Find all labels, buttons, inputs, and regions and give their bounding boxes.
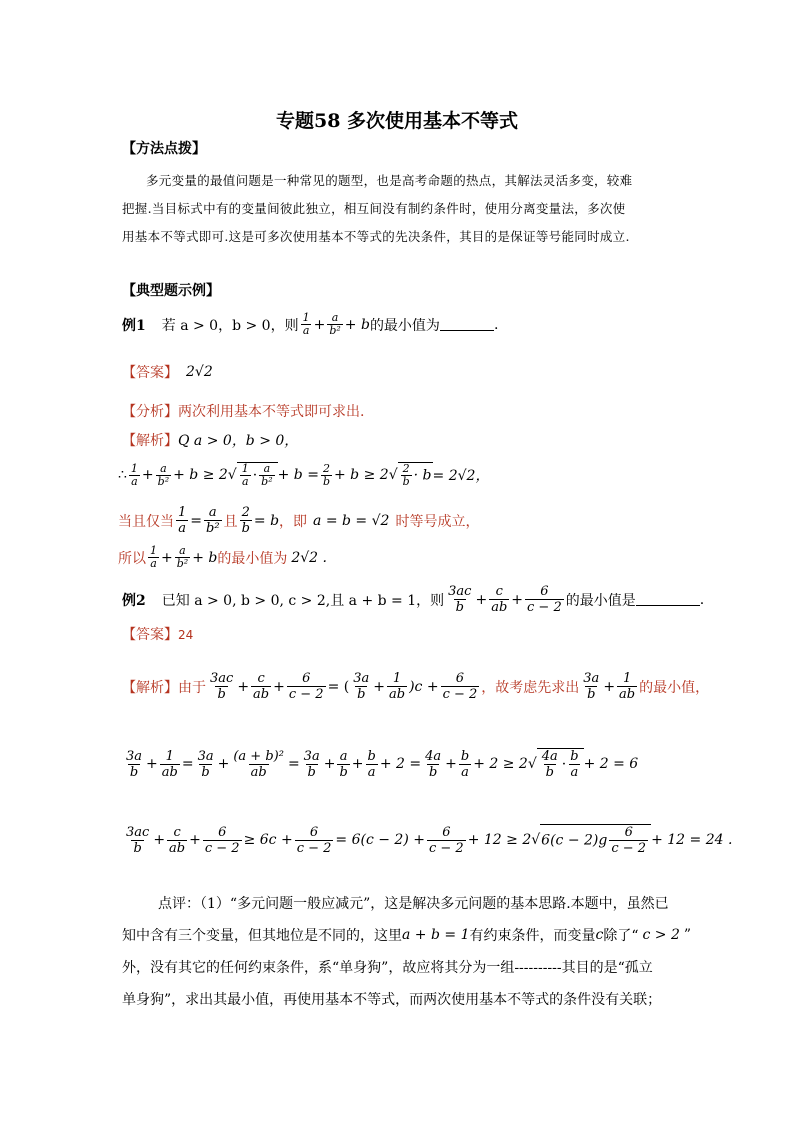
- solution-text: ，故考虑先求出: [481, 679, 580, 696]
- solution-text: 且: [223, 513, 238, 530]
- solution-text: ，即: [279, 513, 308, 530]
- comment-text: 知中含有三个变量，但其地位是不同的，这里: [122, 928, 402, 944]
- answer-value: 2√2: [186, 364, 213, 380]
- method-line-3: 用基本不等式即可.这是可多次使用基本不等式的先决条件，其目的是保证等号能同时成立.: [122, 229, 630, 244]
- answer-tag: 【答案】: [122, 627, 178, 643]
- answer-blank: [636, 593, 700, 606]
- comment-line-3: 外，没有其它的任何约束条件，系“单身狗”，故应将其分为一组----------其目的是“孤立: [122, 960, 653, 976]
- answer-value: 24: [178, 628, 194, 642]
- example-1-answer: [122, 362, 213, 382]
- comment-text: ”: [683, 927, 692, 943]
- method-line-1: 多元变量的最值问题是一种常见的题型，也是高考命题的热点，其解法灵活多变，较难: [146, 173, 633, 188]
- fraction: $\frac{a}{\text{b²}}$: [329, 311, 341, 337]
- example-2-answer: [122, 624, 193, 644]
- solution-tag: 【解析】: [122, 679, 178, 696]
- example-2-question: 例2 已知 a > 0, b > 0, c > 2,且 a + b = 1，则 $\frac{3ac}{b}$ + $\frac{c}{ab}$ + $\frac{6}{c - 2}$ 的最小值是 .: [122, 584, 705, 615]
- solution-text: 的最小值，: [639, 679, 710, 696]
- fraction: $\frac{1}{a}$: [302, 311, 310, 337]
- solution-line-4: 所以 $\frac{1}{a}$ + $\frac{a}{\text{b²}}$ + b 的最小值为 2√2 .: [118, 544, 327, 570]
- method-line-2: 把握.当目标式中有的变量间彼此独立，相互间没有制约条件时，使用分离变量法，多次使: [122, 201, 626, 216]
- solution-text: 时等号成立，: [395, 513, 480, 530]
- solution-tag: 【解析】: [122, 433, 178, 449]
- solution-formula-1: ∴ $\frac{1}{a}$ + $\frac{a}{\text{b²}}$ + b ≥ 2 √ $\frac{1}{a}$ · $\frac{a}{\text{b²}}$ + b = $\frac{2}{b}$ + b ≥ 2 √ $\frac{2}{b}$ · b = 2√2，: [118, 461, 490, 488]
- solution-text: 的最小值为: [217, 550, 288, 567]
- example-1-question: 例1 若 a > 0，b > 0，则 $\frac{1}{a}$ + $\frac{a}{\text{b²}}$ + b 的最小值为 .: [122, 311, 499, 337]
- answer-tag: 【答案】: [122, 365, 178, 381]
- comment-line-1: 点评：（1）“多元问题一般应减元”，这是解决多元问题的基本思路.本题中，虽然已: [158, 896, 669, 912]
- comment-line-4: 单身狗”，求出其最小值，再使用基本不等式，而两次使用基本不等式的条件没有关联；: [122, 992, 662, 1008]
- analysis-text: 两次利用基本不等式即可求出.: [178, 404, 365, 420]
- solution-text: 当且仅当: [118, 513, 174, 530]
- solution-text: 由于: [178, 679, 206, 696]
- example-2-tail: 的最小值是: [565, 592, 636, 609]
- page-title: 专题58 多次使用基本不等式: [275, 110, 519, 132]
- comment-text: 除了“: [603, 928, 639, 944]
- example-1-solution: [122, 430, 298, 450]
- answer-blank: [440, 318, 494, 331]
- example-1-label: 例1: [122, 317, 146, 334]
- example-2-condition: 已知 a > 0, b > 0, c > 2,且 a + b = 1，则: [161, 592, 445, 609]
- solution-line-3: 当且仅当 $\frac{1}{a}$ = $\frac{a}{\text{b²}}$ 且 $\frac{2}{b}$ = b ，即 a = b = √2 时等号成立，: [118, 505, 480, 536]
- solution-line-1: Q a > 0，b > 0，: [178, 433, 299, 449]
- example-2-solution-line-2: $\frac{3a}{b}$ + $\frac{1}{ab}$ = $\frac{3a}{b}$ + $\frac{\text{(a + b)²}}{ab}$ = $\frac{3a}{b}$ + $\frac{a}{b}$ + $\frac{b}{a}$ + 2 = $\frac{4a}{b}$ + $\frac{b}{a}$ + 2 ≥ 2 √ $\frac{4a}{b}$ · $\frac{b}{a}$ + 2 = 6: [126, 748, 639, 780]
- solution-text: 所以: [118, 550, 146, 567]
- analysis-tag: 【分析】: [122, 404, 178, 420]
- example-2-solution-line-3: $\frac{3ac}{b}$ + $\frac{c}{ab}$ + $\frac{6}{c - 2}$ ≥ 6c + $\frac{6}{c - 2}$ = 6(c − 2) + $\frac{6}{c - 2}$ + 12 ≥ 2 √ 6(c − 2)g $\frac{6}{c - 2}$ + 12 = 24 .: [126, 824, 733, 856]
- example-2-solution-line-1: 【解析】 由于 $\frac{3ac}{b}$ + $\frac{c}{ab}$ + $\frac{6}{c - 2}$ = ( $\frac{3a}{b}$ + $\frac{1}{ab}$ )c + $\frac{6}{c - 2}$ ，故考虑先求出 $\frac{3a}{b}$ + $\frac{1}{ab}$ 的最小值，: [122, 671, 710, 702]
- section-examples-heading: 【典型题示例】: [122, 283, 220, 299]
- example-1-analysis: [122, 401, 364, 421]
- example-2-label: 例2: [122, 592, 146, 609]
- example-1-tail: 的最小值为: [369, 317, 440, 334]
- comment-text: 有约束条件，而变量: [469, 928, 596, 944]
- section-method-heading: 【方法点拨】: [122, 141, 206, 157]
- example-1-condition: 若 a > 0，b > 0，则: [161, 317, 299, 334]
- comment-line-2: 知中含有三个变量，但其地位是不同的，这里 a + b = 1 有约束条件，而变量 c 除了“ c > 2 ”: [122, 927, 692, 944]
